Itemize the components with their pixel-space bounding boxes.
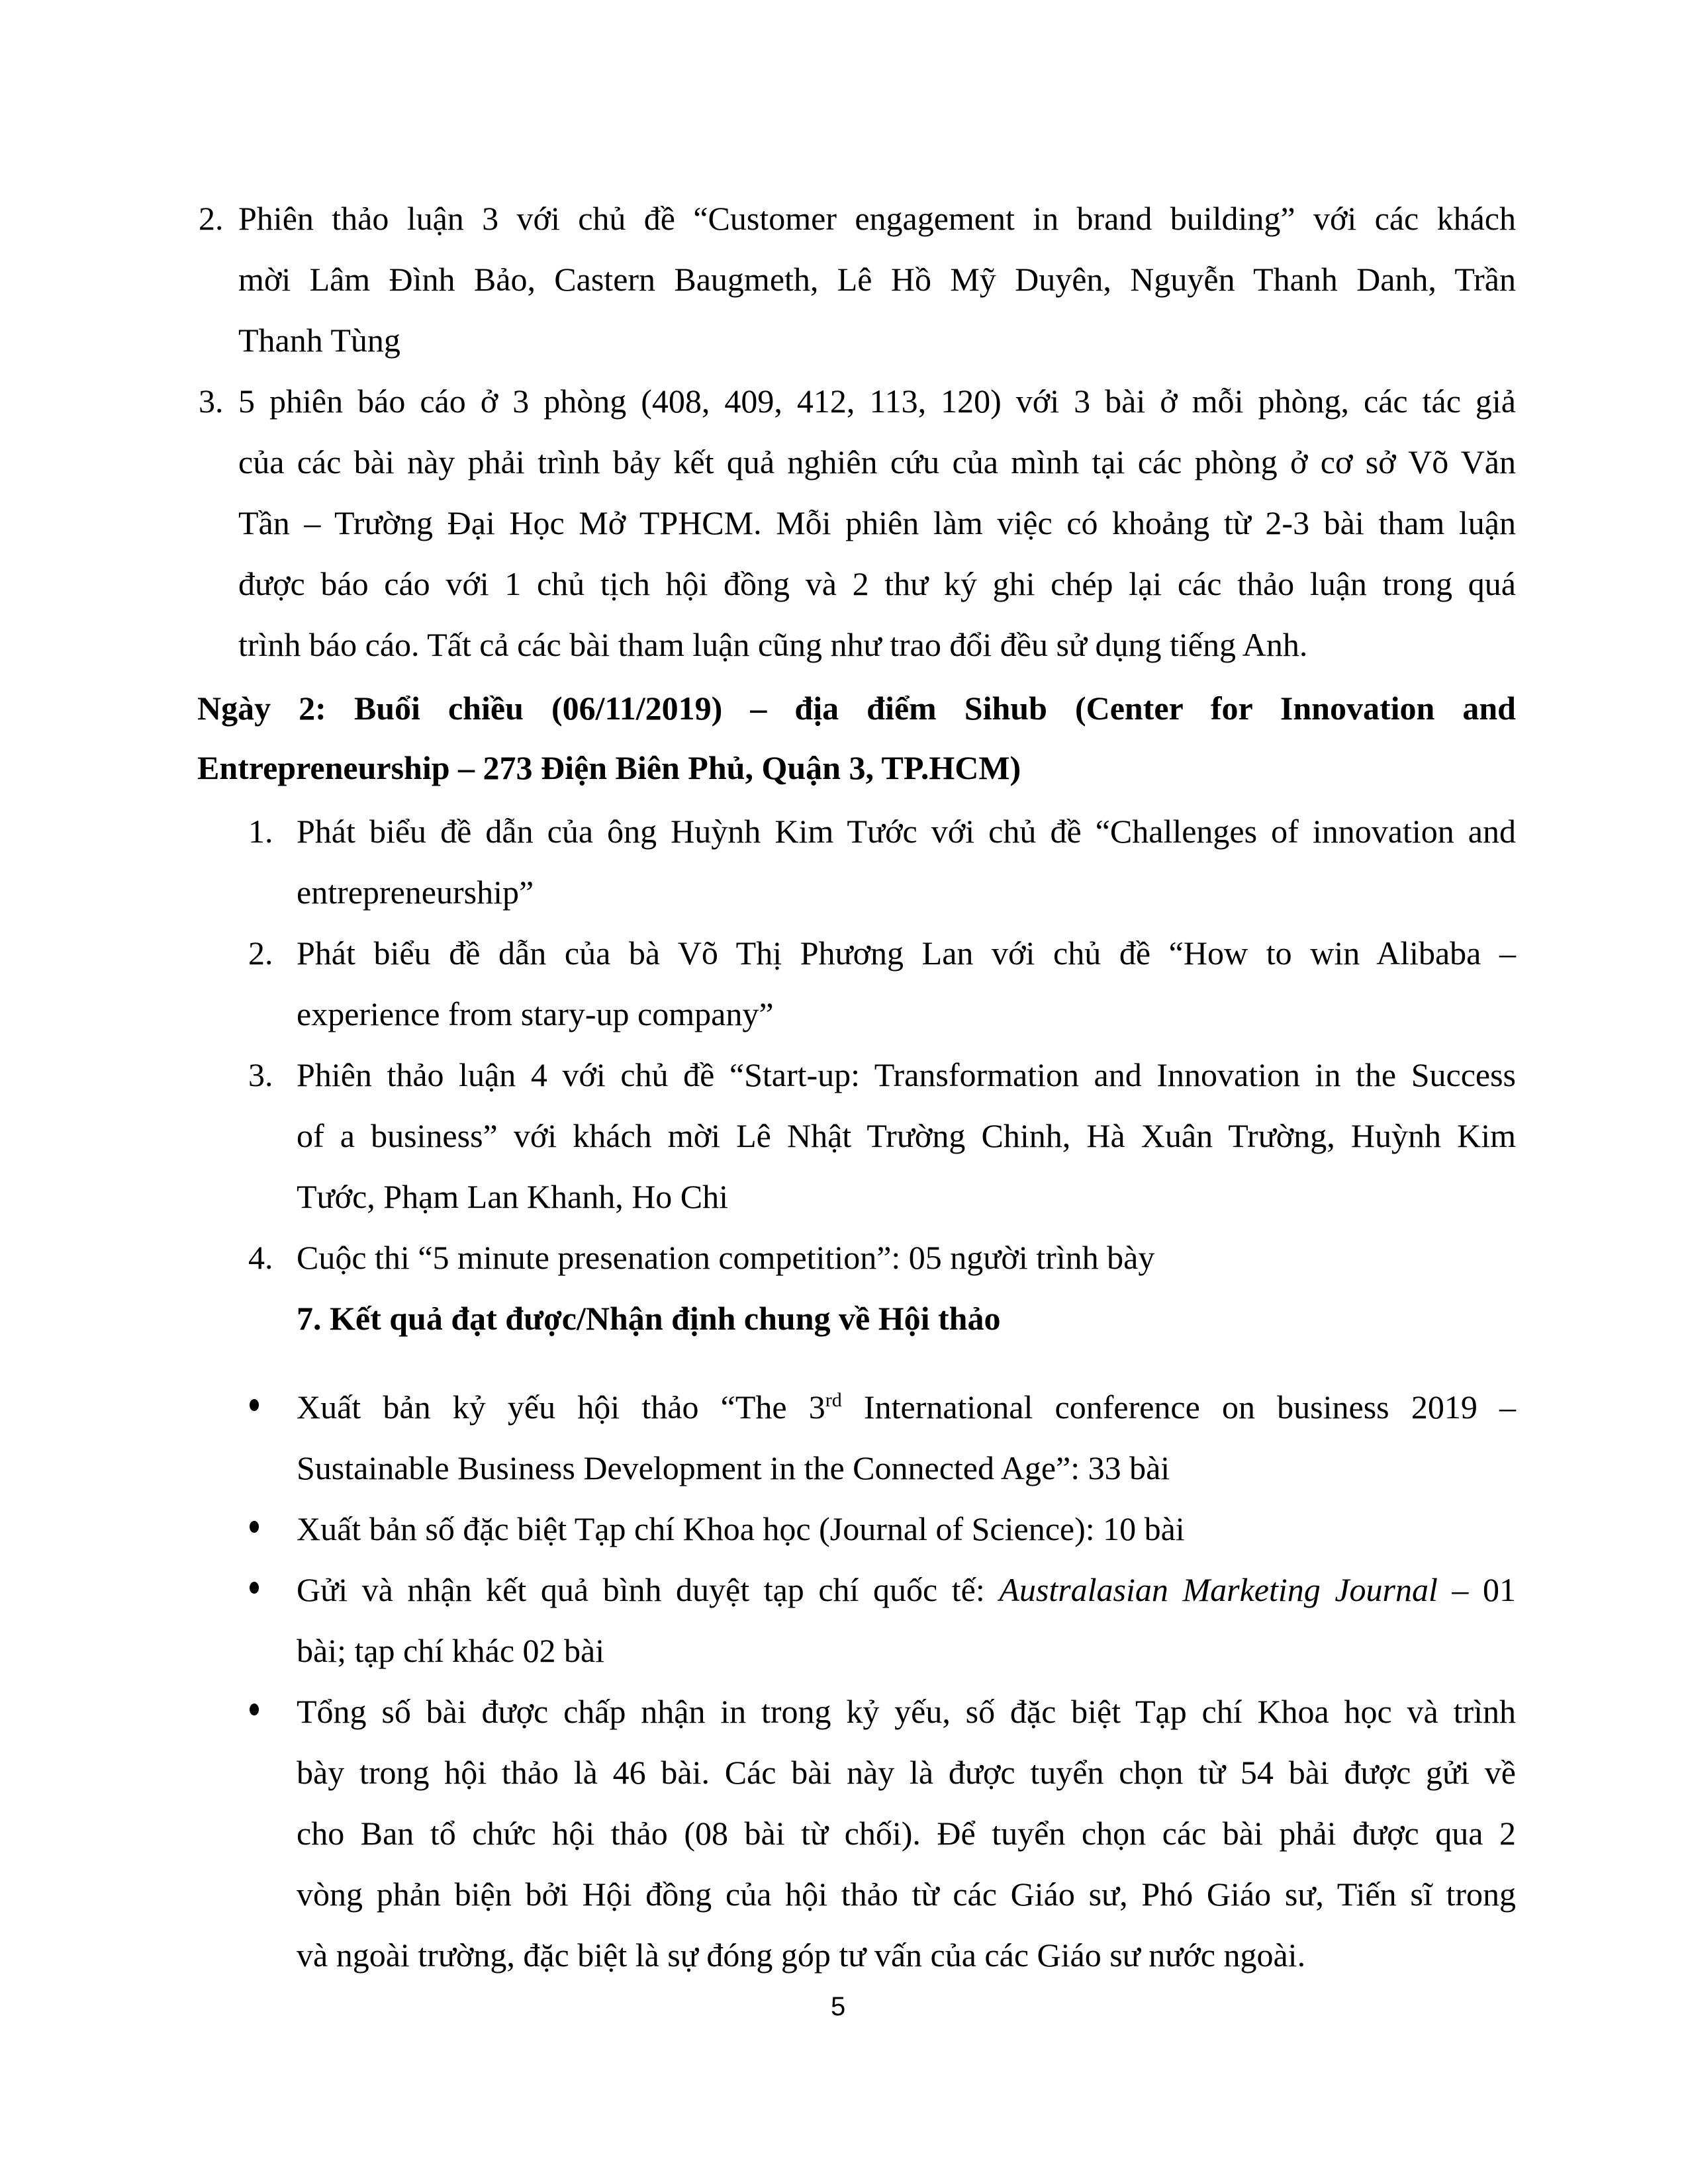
paragraph-line: bày trong hội thảo là 46 bài. Các bài này là được tuyển chọn từ 54 bài được gửi về [297, 1754, 1516, 1791]
paragraph-line: Xuất bản kỷ yếu hội thảo “The 3rd International conference on business 2019 – [297, 1388, 1516, 1426]
list-number: 4. [248, 1239, 273, 1276]
paragraph-line: của các bài này phải trình bảy kết quả nghiên cứu của mình tại các phòng ở cơ sở Võ Văn [238, 443, 1516, 480]
paragraph-line: Cuộc thi “5 minute presenation competition”: 05 người trình bày [297, 1239, 1155, 1276]
day2-heading: Ngày 2: Buổi chiều (06/11/2019) – địa điểm Sihub (Center for Innovation and [197, 690, 1516, 727]
list-number: 3. [248, 1056, 273, 1093]
paragraph-line: cho Ban tổ chức hội thảo (08 bài từ chối). Để tuyển chọn các bài phải được qua 2 [297, 1815, 1516, 1852]
paragraph-line: entrepreneurship” [297, 874, 534, 911]
list-number: 3. [199, 383, 224, 420]
paragraph-line: Tước, Phạm Lan Khanh, Ho Chi [297, 1178, 729, 1215]
paragraph-line: vòng phản biện bởi Hội đồng của hội thảo từ các Giáo sư, Phó Giáo sư, Tiến sĩ trong [297, 1876, 1516, 1913]
paragraph-line: mời Lâm Đình Bảo, Castern Baugmeth, Lê Hồ Mỹ Duyên, Nguyễn Thanh Danh, Trần [238, 261, 1516, 298]
paragraph-line: Phát biểu đề dẫn của bà Võ Thị Phương Lan với chủ đề “How to win Alibaba – [297, 934, 1516, 972]
paragraph-line: Sustainable Business Development in the Connected Age”: 33 bài [297, 1449, 1170, 1486]
paragraph-line: Phiên thảo luận 3 với chủ đề “Customer engagement in brand building” với các khách [238, 200, 1516, 237]
paragraph-line: Gửi và nhận kết quả bình duyệt tạp chí quốc tế: Australasian Marketing Journal – 01 [297, 1571, 1516, 1608]
paragraph-line: Xuất bản số đặc biệt Tạp chí Khoa học (Journal of Science): 10 bài [297, 1510, 1185, 1547]
paragraph-line: bài; tạp chí khác 02 bài [297, 1632, 605, 1669]
list-number: 2. [199, 200, 224, 237]
list-number: 1. [248, 813, 273, 850]
paragraph-line: được báo cáo với 1 chủ tịch hội đồng và 2 thư ký ghi chép lại các thảo luận trong quá [238, 565, 1516, 602]
bullet-icon [250, 1704, 259, 1715]
paragraph-line: Tần – Trường Đại Học Mở TPHCM. Mỗi phiên làm việc có khoảng từ 2-3 bài tham luận [238, 504, 1516, 541]
paragraph-line: Tổng số bài được chấp nhận in trong kỷ yếu, số đặc biệt Tạp chí Khoa học và trình [297, 1693, 1516, 1730]
paragraph-line: và ngoài trường, đặc biệt là sự đóng góp tư vấn của các Giáo sư nước ngoài. [297, 1936, 1306, 1974]
bullet-icon [250, 1399, 259, 1411]
paragraph-line: 5 phiên báo cáo ở 3 phòng (408, 409, 412, 113, 120) với 3 bài ở mỗi phòng, các tác giả [238, 383, 1516, 420]
paragraph-line: experience from stary-up company” [297, 995, 774, 1032]
bullet-icon [250, 1582, 259, 1594]
list-number: 2. [248, 934, 273, 972]
paragraph-line: of a business” với khách mời Lê Nhật Trường Chinh, Hà Xuân Trường, Huỳnh Kim [297, 1117, 1516, 1154]
paragraph-line: Phiên thảo luận 4 với chủ đề “Start-up: Transformation and Innovation in the Success [297, 1056, 1516, 1093]
day2-heading: Entrepreneurship – 273 Điện Biên Phủ, Quận 3, TP.HCM) [197, 749, 1021, 786]
paragraph-line: Thanh Tùng [238, 322, 400, 359]
page-number: 5 [831, 1992, 846, 2021]
paragraph-line: Phát biểu đề dẫn của ông Huỳnh Kim Tước với chủ đề “Challenges of innovation and [297, 813, 1516, 850]
section-heading: 7. Kết quả đạt được/Nhận định chung về Hội thảo [297, 1300, 1001, 1337]
bullet-icon [250, 1521, 259, 1533]
paragraph-line: trình báo cáo. Tất cả các bài tham luận cũng như trao đổi đều sử dụng tiếng Anh. [238, 626, 1308, 663]
